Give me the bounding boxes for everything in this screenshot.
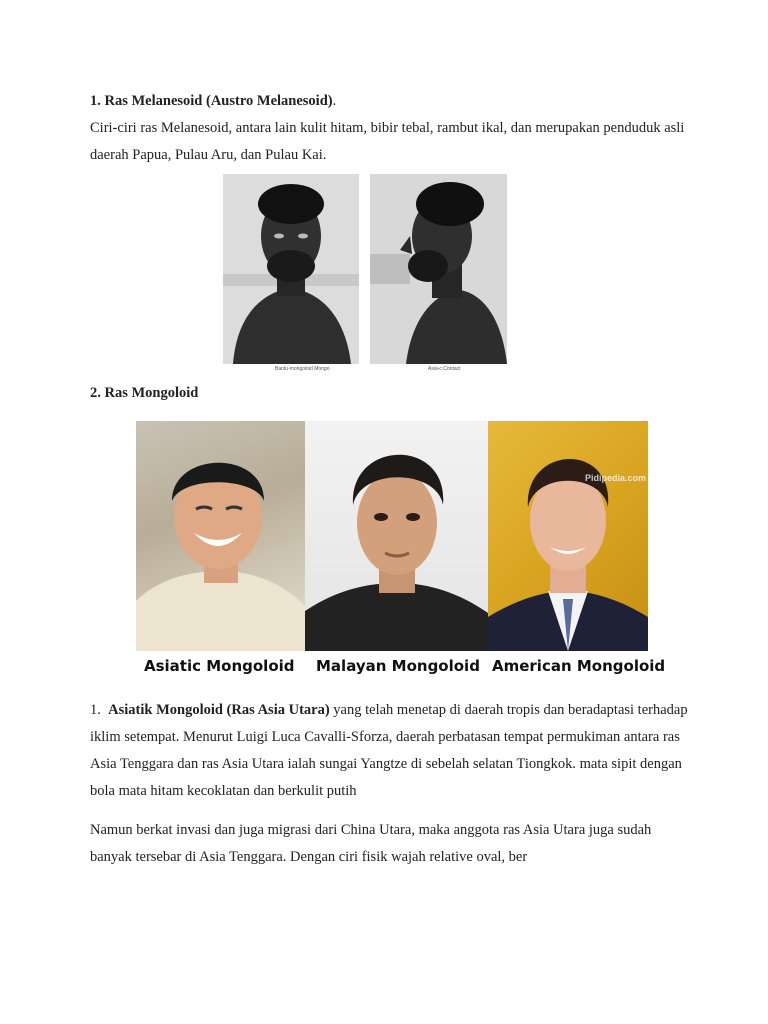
section-heading-melanesoid: 1. Ras Melanesoid (Austro Melanesoid). [90,93,337,109]
malayan-mongoloid-photo [305,421,488,651]
panel-label-american: American Mongoloid [492,657,666,675]
panel-label-malayan: Malayan Mongoloid [316,657,480,675]
american-mongoloid-photo [488,421,648,651]
migration-paragraph: Namun berkat invasi dan juga migrasi dari China Utara, maka anggota ras Asia Utara juga sudah banyak tersebar di Asia Tenggara. Dengan ciri fisik wajah relative oval, ber [90,822,652,865]
section-heading-mongoloid: 2. Ras Mongoloid [90,385,199,401]
photo-caption-right: Asia-c.Contact [428,366,461,372]
photo-caption-left: Bantu-mongoloid Mongo [275,366,330,372]
panel-label-asiatic: Asiatic Mongoloid [144,657,295,675]
melanesoid-profile-photo [370,174,507,364]
asiatik-mongoloid-paragraph: 1. Asiatik Mongoloid (Ras Asia Utara) yang telah menetap di daerah tropis dan beradaptasi terhadap iklim setempat. Menurut Luigi Luca Cavalli-Sforza, daerah perbatasan tempat permukiman antara ras Asia Tenggara dan ras Asia Utara ialah sungai Yangtze di sebelah selatan Tiongkok. mata sipit dengan bola mata hitam kecoklatan dan berkulit putih [90,702,688,799]
watermark: Pidipedia.com [584,473,646,483]
asiatic-mongoloid-photo [136,421,305,651]
melanesoid-description: Ciri-ciri ras Melanesoid, antara lain kulit hitam, bibir tebal, rambut ikal, dan merupakan penduduk asli daerah Papua, Pulau Aru, dan Pulau Kai. [90,120,685,163]
melanesoid-figure [223,174,507,376]
mongoloid-figure [136,421,666,683]
melanesoid-front-photo [223,174,359,364]
